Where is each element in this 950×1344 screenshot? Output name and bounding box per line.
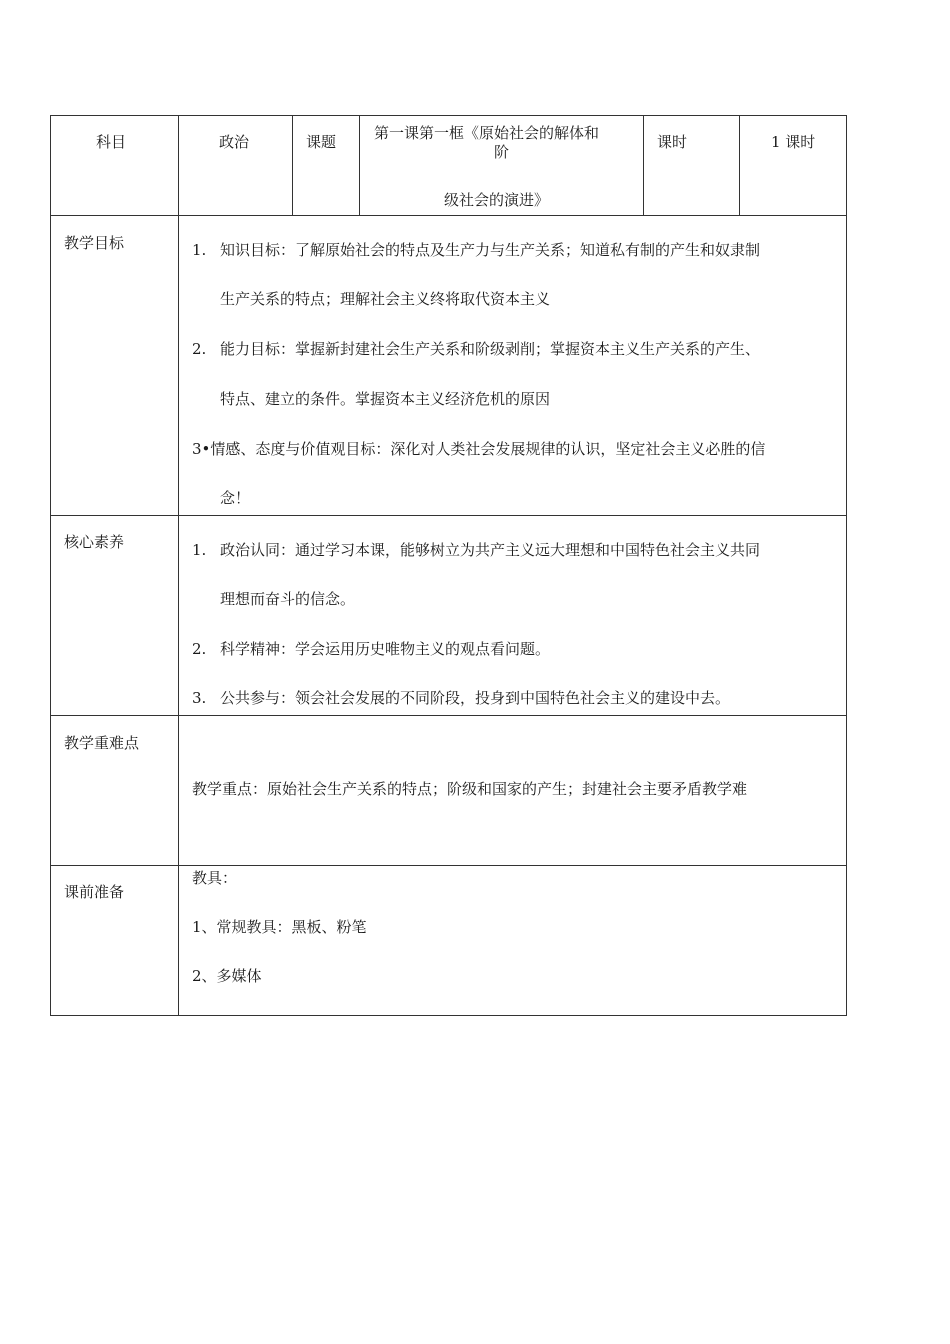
table-border-bottom <box>50 1015 847 1016</box>
list-item-continuation: 生产关系的特点；理解社会主义终将取代资本主义 <box>220 290 551 308</box>
list-text: 政治认同：通过学习本课，能够树立为共产主义远大理想和中国特色社会主义共同 <box>220 541 761 559</box>
preparation-line: 1、常规教具：黑板、粉笔 <box>192 918 367 936</box>
list-item-continuation: 特点、建立的条件。掌握资本主义经济危机的原因 <box>220 390 551 408</box>
column-divider <box>739 115 740 215</box>
subject-label: 科目 <box>96 133 127 151</box>
topic-title-line2: 阶 <box>494 143 510 161</box>
list-text: 科学精神：学会运用历史唯物主义的观点看问题。 <box>220 640 551 658</box>
list-item <box>192 541 760 559</box>
list-text: 能力目标：掌握新封建社会生产关系和阶级剥削；掌握资本主义生产关系的产生、 <box>220 340 761 358</box>
column-divider <box>359 115 360 215</box>
list-item-continuation: 理想而奋斗的信念。 <box>220 590 356 608</box>
hours-label: 课时 <box>657 133 688 151</box>
row-divider <box>50 865 847 866</box>
topic-title-line1: 第一课第一框《原始社会的解体和 <box>374 124 600 142</box>
topic-label: 课题 <box>306 133 337 151</box>
objectives-label: 教学目标 <box>64 234 125 252</box>
table-border-top <box>50 115 847 116</box>
preparation-line: 2、多媒体 <box>192 967 262 985</box>
topic-title-line3: 级社会的演进》 <box>444 191 550 209</box>
list-item <box>192 689 730 707</box>
subject-value: 政治 <box>219 133 250 151</box>
row-divider <box>50 215 847 216</box>
table-border-left <box>50 115 51 1016</box>
column-divider <box>292 115 293 215</box>
list-item <box>192 241 760 259</box>
column-divider <box>178 115 179 1016</box>
list-number: 2. <box>192 340 207 358</box>
key-points-text: 教学重点：原始社会生产关系的特点；阶级和国家的产生；封建社会主要矛盾教学难 <box>192 780 748 798</box>
column-divider <box>643 115 644 215</box>
hours-value: 1 课时 <box>771 133 816 151</box>
key-points-label: 教学重难点 <box>64 734 140 752</box>
list-item-continuation: 念！ <box>220 489 251 507</box>
list-text: 知识目标：了解原始社会的特点及生产力与生产关系；知道私有制的产生和奴隶制 <box>220 241 761 259</box>
row-divider <box>50 515 847 516</box>
row-divider <box>50 715 847 716</box>
list-number: 2. <box>192 640 207 658</box>
list-item <box>192 640 550 658</box>
list-number: 1. <box>192 241 207 259</box>
list-item: 3•情感、态度与价值观目标：深化对人类社会发展规律的认识，坚定社会主义必胜的信 <box>192 440 766 458</box>
list-number: 3. <box>192 689 207 707</box>
list-text: 公共参与：领会社会发展的不同阶段，投身到中国特色社会主义的建设中去。 <box>220 689 731 707</box>
preparation-line: 教具： <box>192 869 238 887</box>
preparation-label: 课前准备 <box>64 883 125 901</box>
list-number: 1. <box>192 541 207 559</box>
table-border-right <box>846 115 847 1016</box>
list-item <box>192 340 760 358</box>
literacy-label: 核心素养 <box>64 533 125 551</box>
